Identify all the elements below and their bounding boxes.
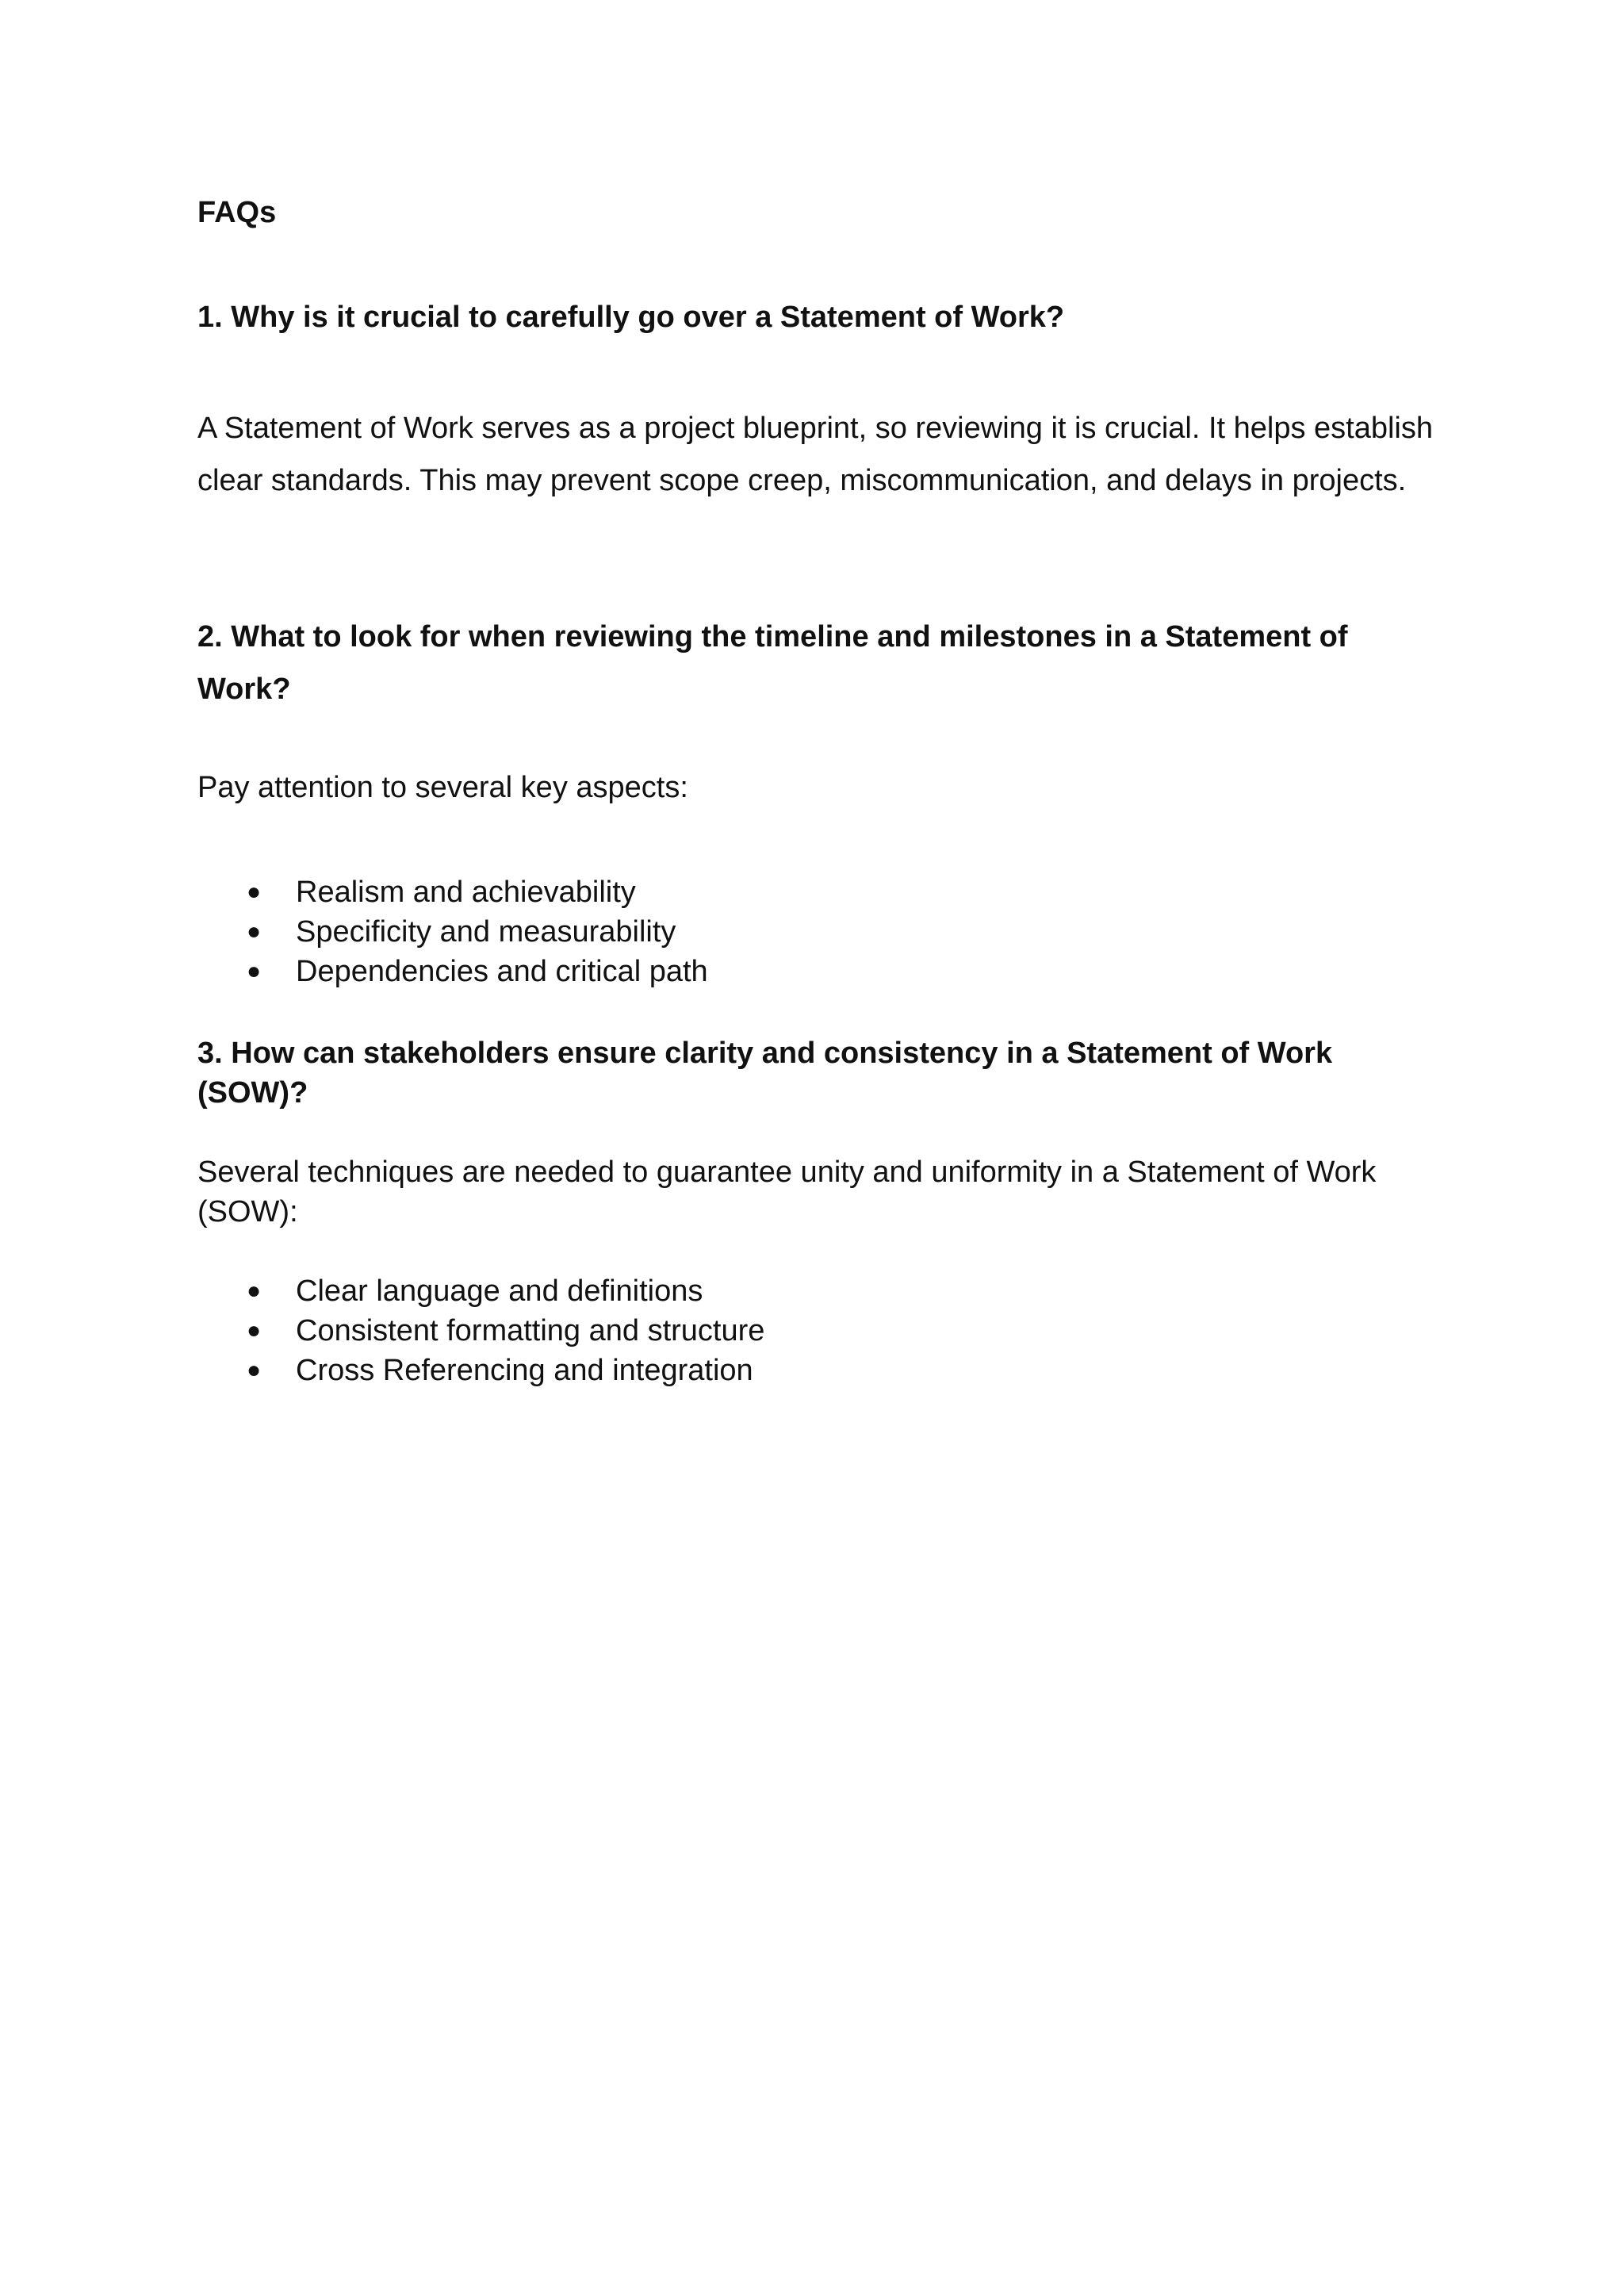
list-item-text: Realism and achievability — [296, 876, 636, 909]
faq-question-2: 2. What to look for when reviewing the timeline and milestones in a Statement of Work? — [197, 620, 1348, 706]
faq-answer-2: Pay attention to several key aspects: — [197, 771, 688, 804]
list-item — [197, 872, 708, 912]
faq-answer-1: A Statement of Work serves as a project blueprint, so reviewing it is crucial. It helps establish clear standards. This may prevent scope creep, miscommunication, and delays in projects. — [197, 412, 1433, 497]
list-item — [197, 1311, 764, 1351]
bullet-icon: ● — [247, 879, 262, 905]
list-item-text: Specificity and measurability — [296, 915, 676, 949]
list-item — [197, 1271, 764, 1311]
list-item-text: Cross Referencing and integration — [296, 1354, 753, 1387]
bullet-icon: ● — [247, 918, 262, 945]
faq-question-1: 1. Why is it crucial to carefully go over a Statement of Work? — [197, 301, 1065, 334]
faq-question-3: 3. How can stakeholders ensure clarity and consistency in a Statement of Work (SOW)? — [197, 1037, 1333, 1110]
list-item-text: Dependencies and critical path — [296, 955, 708, 988]
faq-3-bullet-list — [197, 1271, 764, 1390]
faq-answer-3: Several techniques are needed to guarantee unity and uniformity in a Statement of Work (SOW): — [197, 1156, 1377, 1228]
bullet-icon: ● — [247, 1357, 262, 1383]
list-item — [197, 1351, 764, 1390]
bullet-icon: ● — [247, 1317, 262, 1343]
list-item — [197, 952, 708, 991]
bullet-icon: ● — [247, 1278, 262, 1304]
list-item-text: Consistent formatting and structure — [296, 1314, 765, 1347]
list-item-text: Clear language and definitions — [296, 1274, 703, 1308]
faq-2-bullet-list — [197, 872, 708, 991]
bullet-icon: ● — [247, 958, 262, 984]
document-title: FAQs — [197, 196, 277, 229]
list-item — [197, 912, 708, 952]
